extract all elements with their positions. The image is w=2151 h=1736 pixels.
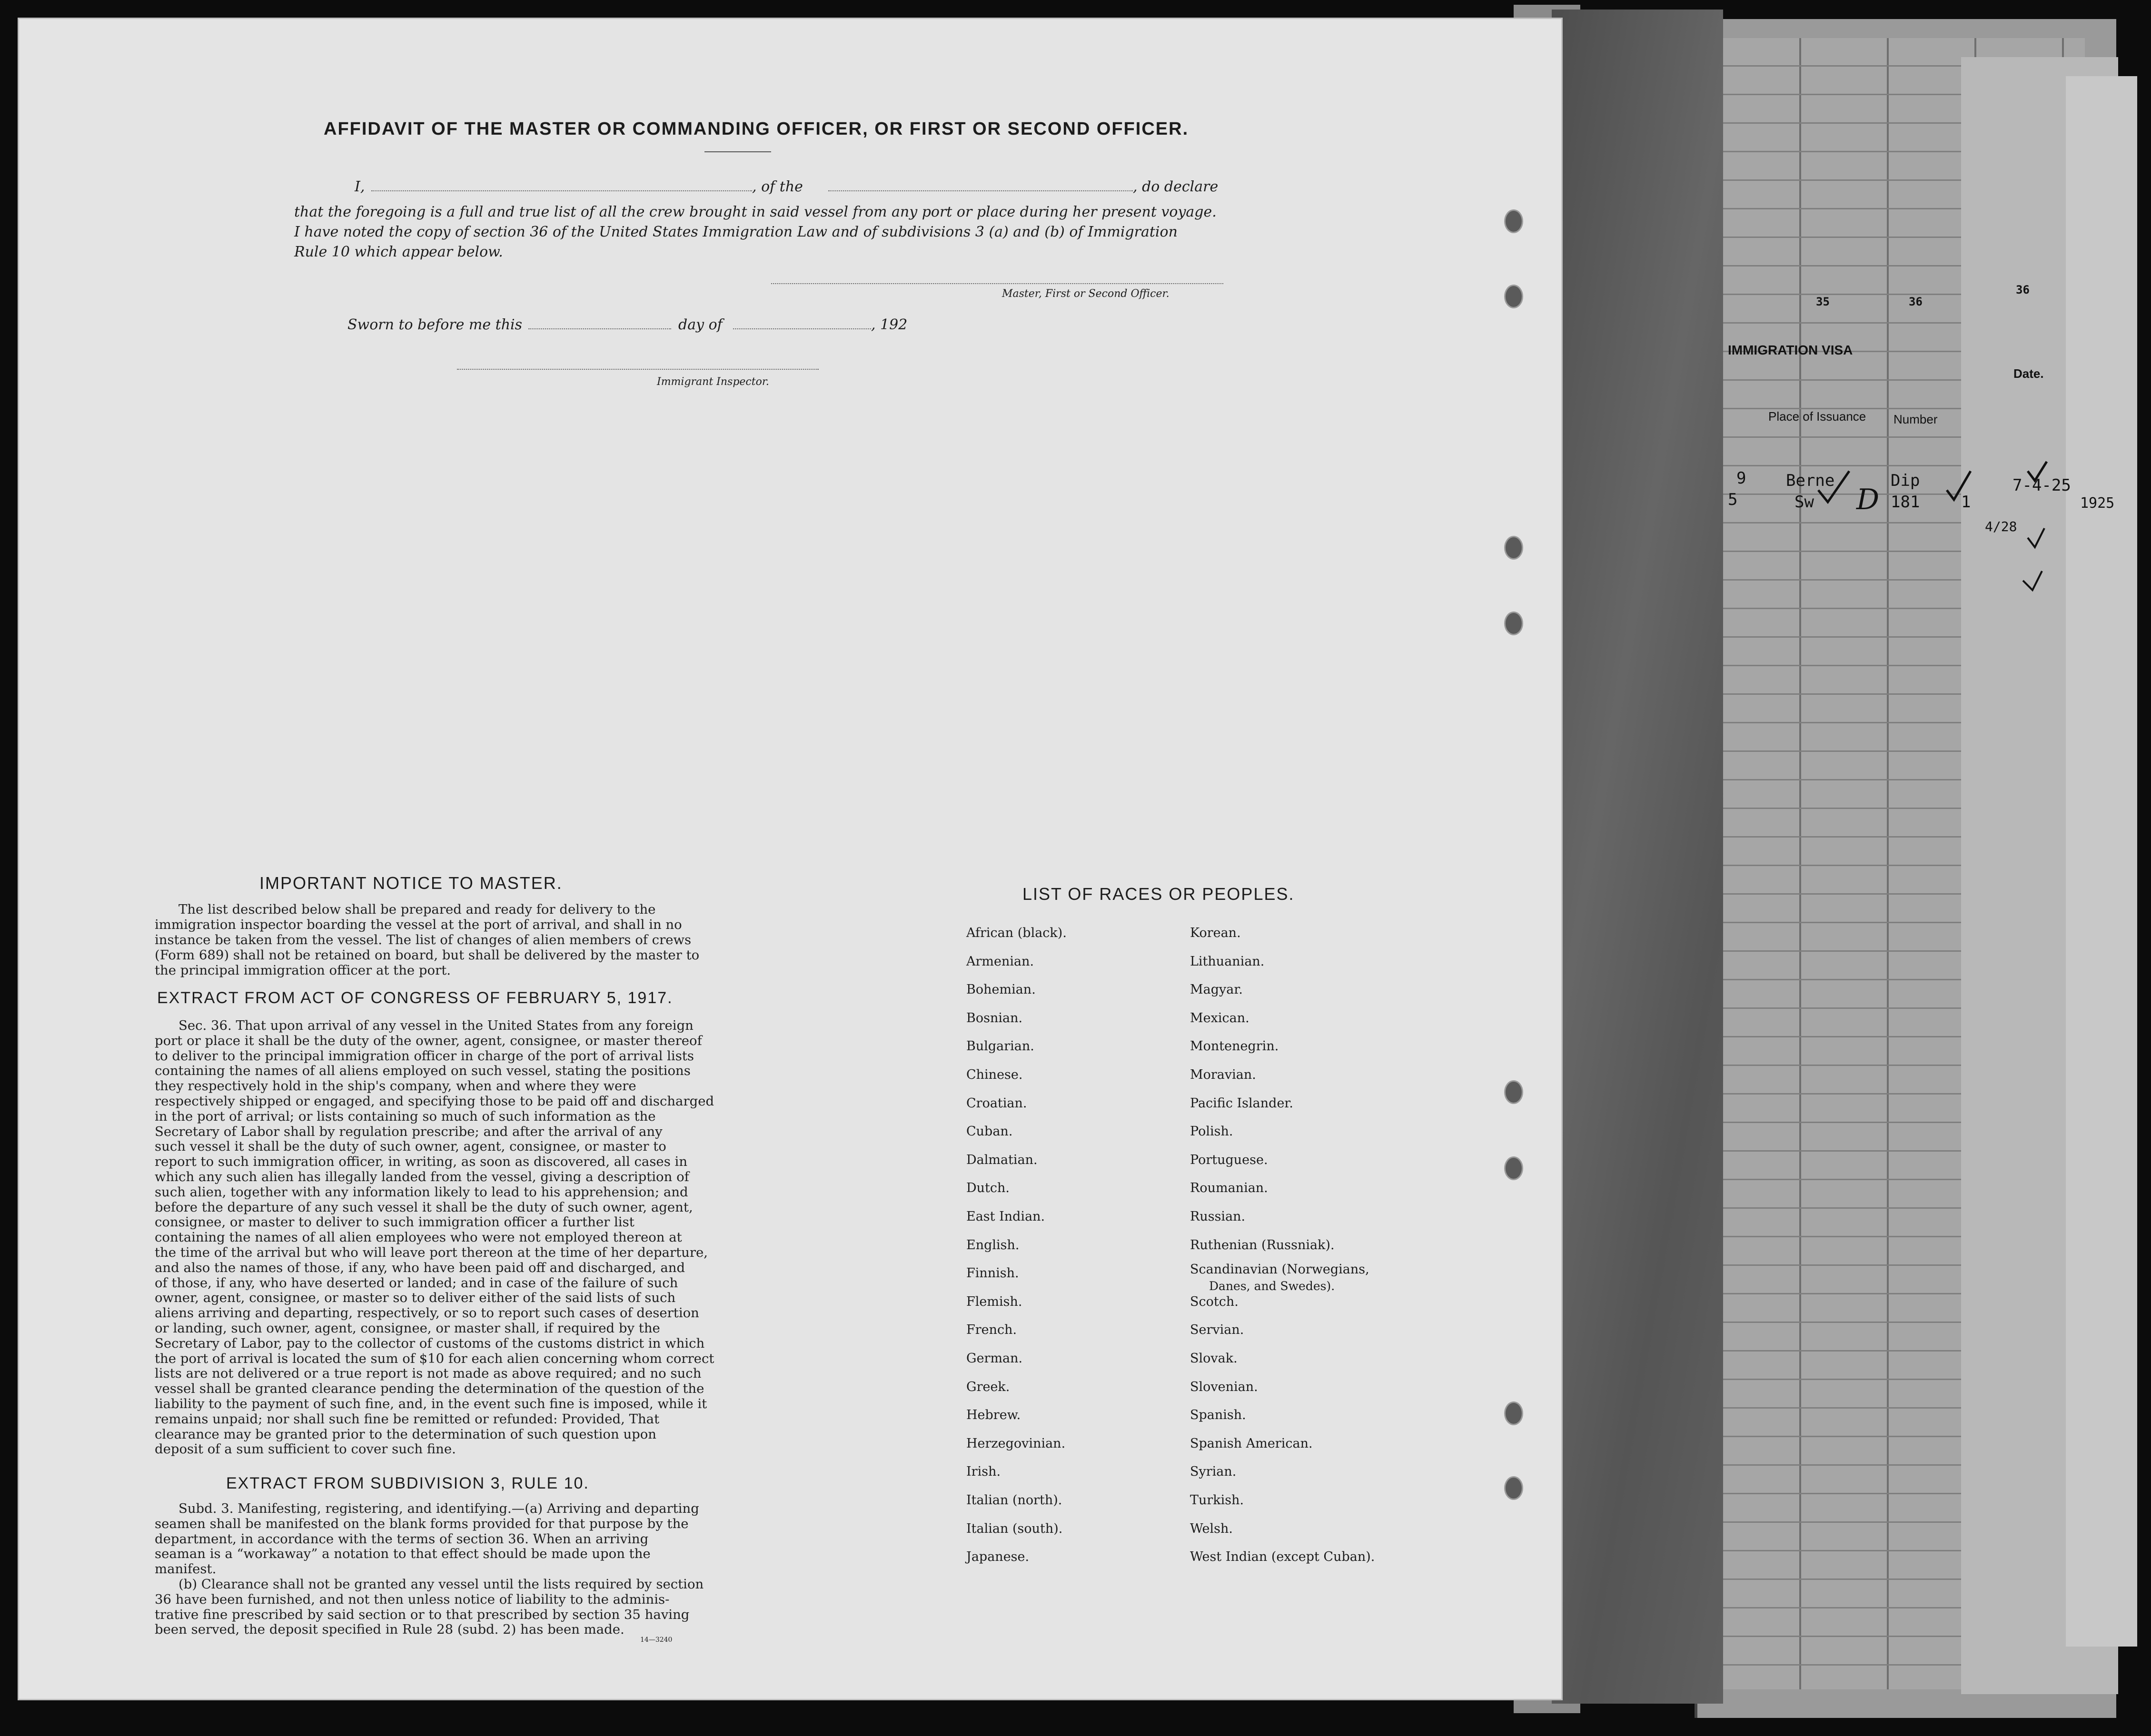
- extract-congress-line: vessel shall be granted clearance pending the determination of the question of the: [155, 1381, 704, 1397]
- notice-line: the principal immigration officer at the port.: [155, 963, 451, 978]
- divider: [704, 151, 771, 152]
- extract-congress-line: they respectively hold in the ship's company, when and where they were: [155, 1078, 636, 1094]
- punch-hole: [1504, 1156, 1523, 1180]
- race-item: Pacific Islander.: [1190, 1095, 1293, 1111]
- date-heading: Date.: [2013, 366, 2044, 381]
- col-36: 36: [1909, 295, 1923, 308]
- extract-rule-line: been served, the deposit specified in Rule 28 (subd. 2) has been made.: [155, 1622, 624, 1637]
- extract-congress-line: report to such immigration officer, in writing, as soon as discovered, all cases in: [155, 1154, 688, 1170]
- visa-entry-num-a: 9: [1736, 469, 1746, 488]
- punch-hole: [1504, 612, 1523, 635]
- visa-place-2: Sw: [1794, 493, 1814, 512]
- extract-congress-line: which any such alien has illegally landed from the vessel, giving a description of: [155, 1169, 689, 1184]
- extract-rule-line: department, in accordance with the terms of section 36. When an arriving: [155, 1531, 649, 1547]
- declaration-line-3: I have noted the copy of section 36 of the United States Immigration Law and of subdivisions 3 (a) and (b) of Immigration: [294, 224, 1178, 240]
- race-item: Flemish.: [966, 1294, 1022, 1309]
- sworn-month-field[interactable]: [733, 328, 871, 329]
- race-item: Hebrew.: [966, 1408, 1021, 1423]
- race-item: Turkish.: [1190, 1493, 1244, 1508]
- races-title: LIST OF RACES OR PEOPLES.: [1022, 884, 1295, 904]
- col-35: 35: [1816, 295, 1830, 308]
- race-item: Russian.: [1190, 1209, 1246, 1224]
- race-item: Dalmatian.: [966, 1152, 1038, 1167]
- visa-year: 1925: [2080, 495, 2115, 512]
- race-item: Finnish.: [966, 1266, 1019, 1281]
- race-item: Japanese.: [966, 1549, 1030, 1565]
- handwritten-check-marks: [1761, 457, 2151, 600]
- declaration-line-4: Rule 10 which appear below.: [294, 244, 503, 260]
- notice-line: instance be taken from the vessel. The list of changes of alien members of crews: [155, 932, 692, 947]
- inspector-caption: Immigrant Inspector.: [657, 376, 769, 388]
- extract-congress-heading: EXTRACT FROM ACT OF CONGRESS OF FEBRUARY 5, 1917.: [157, 989, 673, 1007]
- day-of-label: day of: [678, 316, 723, 333]
- race-item: Bosnian.: [966, 1010, 1023, 1026]
- race-item: Herzegovinian.: [966, 1436, 1066, 1451]
- sworn-day-field[interactable]: [528, 328, 671, 329]
- extract-congress-line: Sec. 36. That upon arrival of any vessel in the United States from any foreign: [178, 1018, 694, 1033]
- extract-rule-line: Subd. 3. Manifesting, registering, and identifying.—(a) Arriving and departing: [178, 1501, 699, 1516]
- extract-congress-line: remains unpaid; nor shall such fine be remitted or refunded: Provided, That: [155, 1411, 660, 1427]
- visa-date-2: 4/28: [1985, 519, 2017, 534]
- of-the-label: , of the: [752, 178, 803, 195]
- declarant-label: I,: [355, 178, 365, 195]
- extract-congress-line: respectively shipped or engaged, and specifying those to be paid off and discharged: [155, 1093, 714, 1109]
- extract-rule-text: [155, 1501, 721, 1637]
- master-signature-field[interactable]: [771, 283, 1223, 284]
- race-item: English.: [966, 1237, 1020, 1253]
- race-item: Greek.: [966, 1379, 1010, 1394]
- race-item: Welsh.: [1190, 1521, 1233, 1536]
- place-of-issuance-heading: Place of Issuance: [1768, 409, 1866, 424]
- do-declare-label: , do declare: [1133, 178, 1219, 195]
- punch-hole: [1504, 1476, 1523, 1500]
- extract-rule-line: trative fine prescribed by said section or to that prescribed by section 35 having: [155, 1607, 690, 1622]
- race-item: Italian (north).: [966, 1493, 1062, 1508]
- year-label: , 192: [871, 316, 908, 333]
- col-36b: 36: [2016, 283, 2030, 296]
- master-caption: Master, First or Second Officer.: [1002, 288, 1170, 300]
- declarant-name-field[interactable]: [371, 190, 752, 191]
- extract-congress-line: the time of the arrival but who will leave port thereon at the time of her departure,: [155, 1244, 708, 1260]
- race-item: Lithuanian.: [1190, 954, 1265, 969]
- punch-hole: [1504, 1080, 1523, 1104]
- punch-hole: [1504, 285, 1523, 308]
- race-item: Roumanian.: [1190, 1181, 1268, 1196]
- extract-congress-line: or landing, such owner, agent, consignee, or master shall, if required by the: [155, 1320, 660, 1336]
- extract-rule-heading: EXTRACT FROM SUBDIVISION 3, RULE 10.: [226, 1474, 589, 1492]
- race-item: Armenian.: [966, 954, 1034, 969]
- visa-entry-num-b: 5: [1728, 490, 1738, 509]
- extract-congress-line: and also the names of those, if any, who have been paid off and discharged, and: [155, 1260, 685, 1275]
- race-item: Ruthenian (Russniak).: [1190, 1237, 1335, 1253]
- extract-congress-line: Secretary of Labor, pay to the collector of customs of the customs district in which: [155, 1335, 705, 1351]
- race-item: Servian.: [1190, 1322, 1244, 1338]
- extract-congress-line: consignee, or master to deliver to such immigration officer a further list: [155, 1214, 634, 1230]
- manifest-page: [19, 19, 1561, 1699]
- extract-congress-line: liability to the payment of such fine, and, in the event such fine is imposed, while it: [155, 1396, 707, 1411]
- punch-hole: [1504, 209, 1523, 233]
- race-item: Cuban.: [966, 1124, 1013, 1139]
- extract-congress-line: aliens arriving and departing, respectively, or so to report such cases of desertion: [155, 1305, 699, 1321]
- notice-line: (Form 689) shall not be retained on board, but shall be delivered by the master to: [155, 947, 700, 963]
- race-item: Italian (south).: [966, 1521, 1063, 1536]
- race-item: Irish.: [966, 1464, 1001, 1480]
- race-item: Bulgarian.: [966, 1039, 1034, 1054]
- number-heading: Number: [1893, 412, 1938, 426]
- race-item: German.: [966, 1351, 1023, 1366]
- race-item: Korean.: [1190, 926, 1241, 940]
- race-item: Slovak.: [1190, 1351, 1238, 1366]
- extract-rule-line: manifest.: [155, 1561, 217, 1577]
- race-item: Scandinavian (Norwegians,: [1190, 1262, 1369, 1277]
- race-item: Mexican.: [1190, 1010, 1249, 1026]
- race-item: Portuguese.: [1190, 1152, 1268, 1167]
- race-item: Danes, and Swedes).: [1209, 1279, 1335, 1293]
- inspector-signature-field[interactable]: [457, 369, 819, 370]
- extract-congress-line: to deliver to the principal immigration officer in charge of the port of arrival lists: [155, 1048, 694, 1064]
- visa-number-1: Dip: [1891, 471, 1920, 490]
- race-item: Montenegrin.: [1190, 1039, 1279, 1054]
- folded-sheet-flap: [1552, 10, 1723, 1704]
- race-item: Bohemian.: [966, 982, 1036, 997]
- notice-line: immigration inspector boarding the vessel at the port of arrival, and shall in no: [155, 917, 682, 932]
- immigration-visa-heading: IMMIGRATION VISA: [1728, 343, 1853, 357]
- extract-congress-line: before the departure of any such vessel it shall be the duty of such owner, agent,: [155, 1199, 693, 1215]
- extract-congress-line: such vessel it shall be the duty of such owner, agent, consignee, or master to: [155, 1139, 666, 1154]
- extract-congress-text: [155, 1018, 721, 1457]
- extract-congress-line: containing the names of all aliens employed on such vessel, stating the positions: [155, 1063, 691, 1079]
- extract-congress-line: deposit of a sum sufficient to cover such fine.: [155, 1441, 456, 1457]
- extract-rule-line: seamen shall be manifested on the blank forms provided for that purpose by the: [155, 1516, 689, 1531]
- race-item: Spanish.: [1190, 1408, 1246, 1423]
- extract-congress-line: of those, if any, who have deserted or landed; and in case of the failure of such: [155, 1275, 678, 1291]
- extract-congress-line: lists are not delivered or a true report is not made as above required; and no such: [155, 1366, 702, 1381]
- race-item: Chinese.: [966, 1067, 1023, 1082]
- extract-congress-line: in the port of arrival; or lists containing so much of such information as the: [155, 1108, 656, 1124]
- extract-congress-line: such alien, together with any information likely to lead to his apprehension; and: [155, 1184, 688, 1200]
- declaration-line-2: that the foregoing is a full and true list of all the crew brought in said vessel from any port or place during her present voyage.: [294, 204, 1217, 220]
- extract-rule-line: seaman is a “workaway” a notation to that effect should be made upon the: [155, 1546, 651, 1562]
- visa-col-1: 1: [1961, 493, 1971, 512]
- race-item: Moravian.: [1190, 1067, 1256, 1082]
- extract-rule-line: (b) Clearance shall not be granted any vessel until the lists required by section: [178, 1576, 704, 1592]
- extract-congress-line: Secretary of Labor shall by regulation prescribe; and after the arrival of any: [155, 1124, 663, 1139]
- affidavit-title: AFFIDAVIT OF THE MASTER OR COMMANDING OFFICER, OR FIRST OR SECOND OFFICER.: [324, 119, 1189, 139]
- race-item: West Indian (except Cuban).: [1190, 1549, 1375, 1565]
- form-number: 14—3240: [640, 1636, 673, 1644]
- punch-hole: [1504, 1401, 1523, 1425]
- notice-heading: IMPORTANT NOTICE TO MASTER.: [259, 873, 563, 893]
- punch-hole: [1504, 536, 1523, 560]
- race-item: East Indian.: [966, 1209, 1045, 1224]
- vessel-name-field[interactable]: [828, 190, 1133, 191]
- extract-congress-line: the port of arrival is located the sum of $10 for each alien concerning whom correct: [155, 1351, 714, 1366]
- race-item: Syrian.: [1190, 1464, 1237, 1480]
- extract-congress-line: clearance may be granted prior to the determination of such question upon: [155, 1426, 657, 1442]
- race-item: Slovenian.: [1190, 1379, 1258, 1394]
- visa-place-1: Berne: [1786, 471, 1835, 490]
- extract-rule-line: 36 have been furnished, and not then unless notice of liability to the adminis-: [155, 1591, 670, 1607]
- visa-number-2: 181: [1891, 493, 1920, 512]
- race-item: Scotch.: [1190, 1294, 1239, 1309]
- race-item: Croatian.: [966, 1095, 1027, 1111]
- visa-date-1: 7-4-25: [2012, 476, 2071, 495]
- race-item: French.: [966, 1322, 1017, 1338]
- race-item: Magyar.: [1190, 982, 1243, 997]
- sworn-label: Sworn to before me this: [347, 316, 523, 333]
- extract-congress-line: containing the names of all alien employees who were not employed thereon at: [155, 1230, 682, 1245]
- race-item: Dutch.: [966, 1181, 1010, 1196]
- race-item: Polish.: [1190, 1124, 1233, 1139]
- notice-paragraph: [155, 902, 721, 978]
- race-item: African (black).: [966, 926, 1067, 940]
- extract-congress-line: owner, agent, consignee, or master so to deliver either of the said lists of such: [155, 1290, 676, 1306]
- race-item: Spanish American.: [1190, 1436, 1313, 1451]
- notice-line: The list described below shall be prepared and ready for delivery to the: [178, 902, 656, 917]
- extract-congress-line: port or place it shall be the duty of the owner, agent, consignee, or master thereof: [155, 1033, 702, 1048]
- visa-mark: D: [1856, 483, 1880, 516]
